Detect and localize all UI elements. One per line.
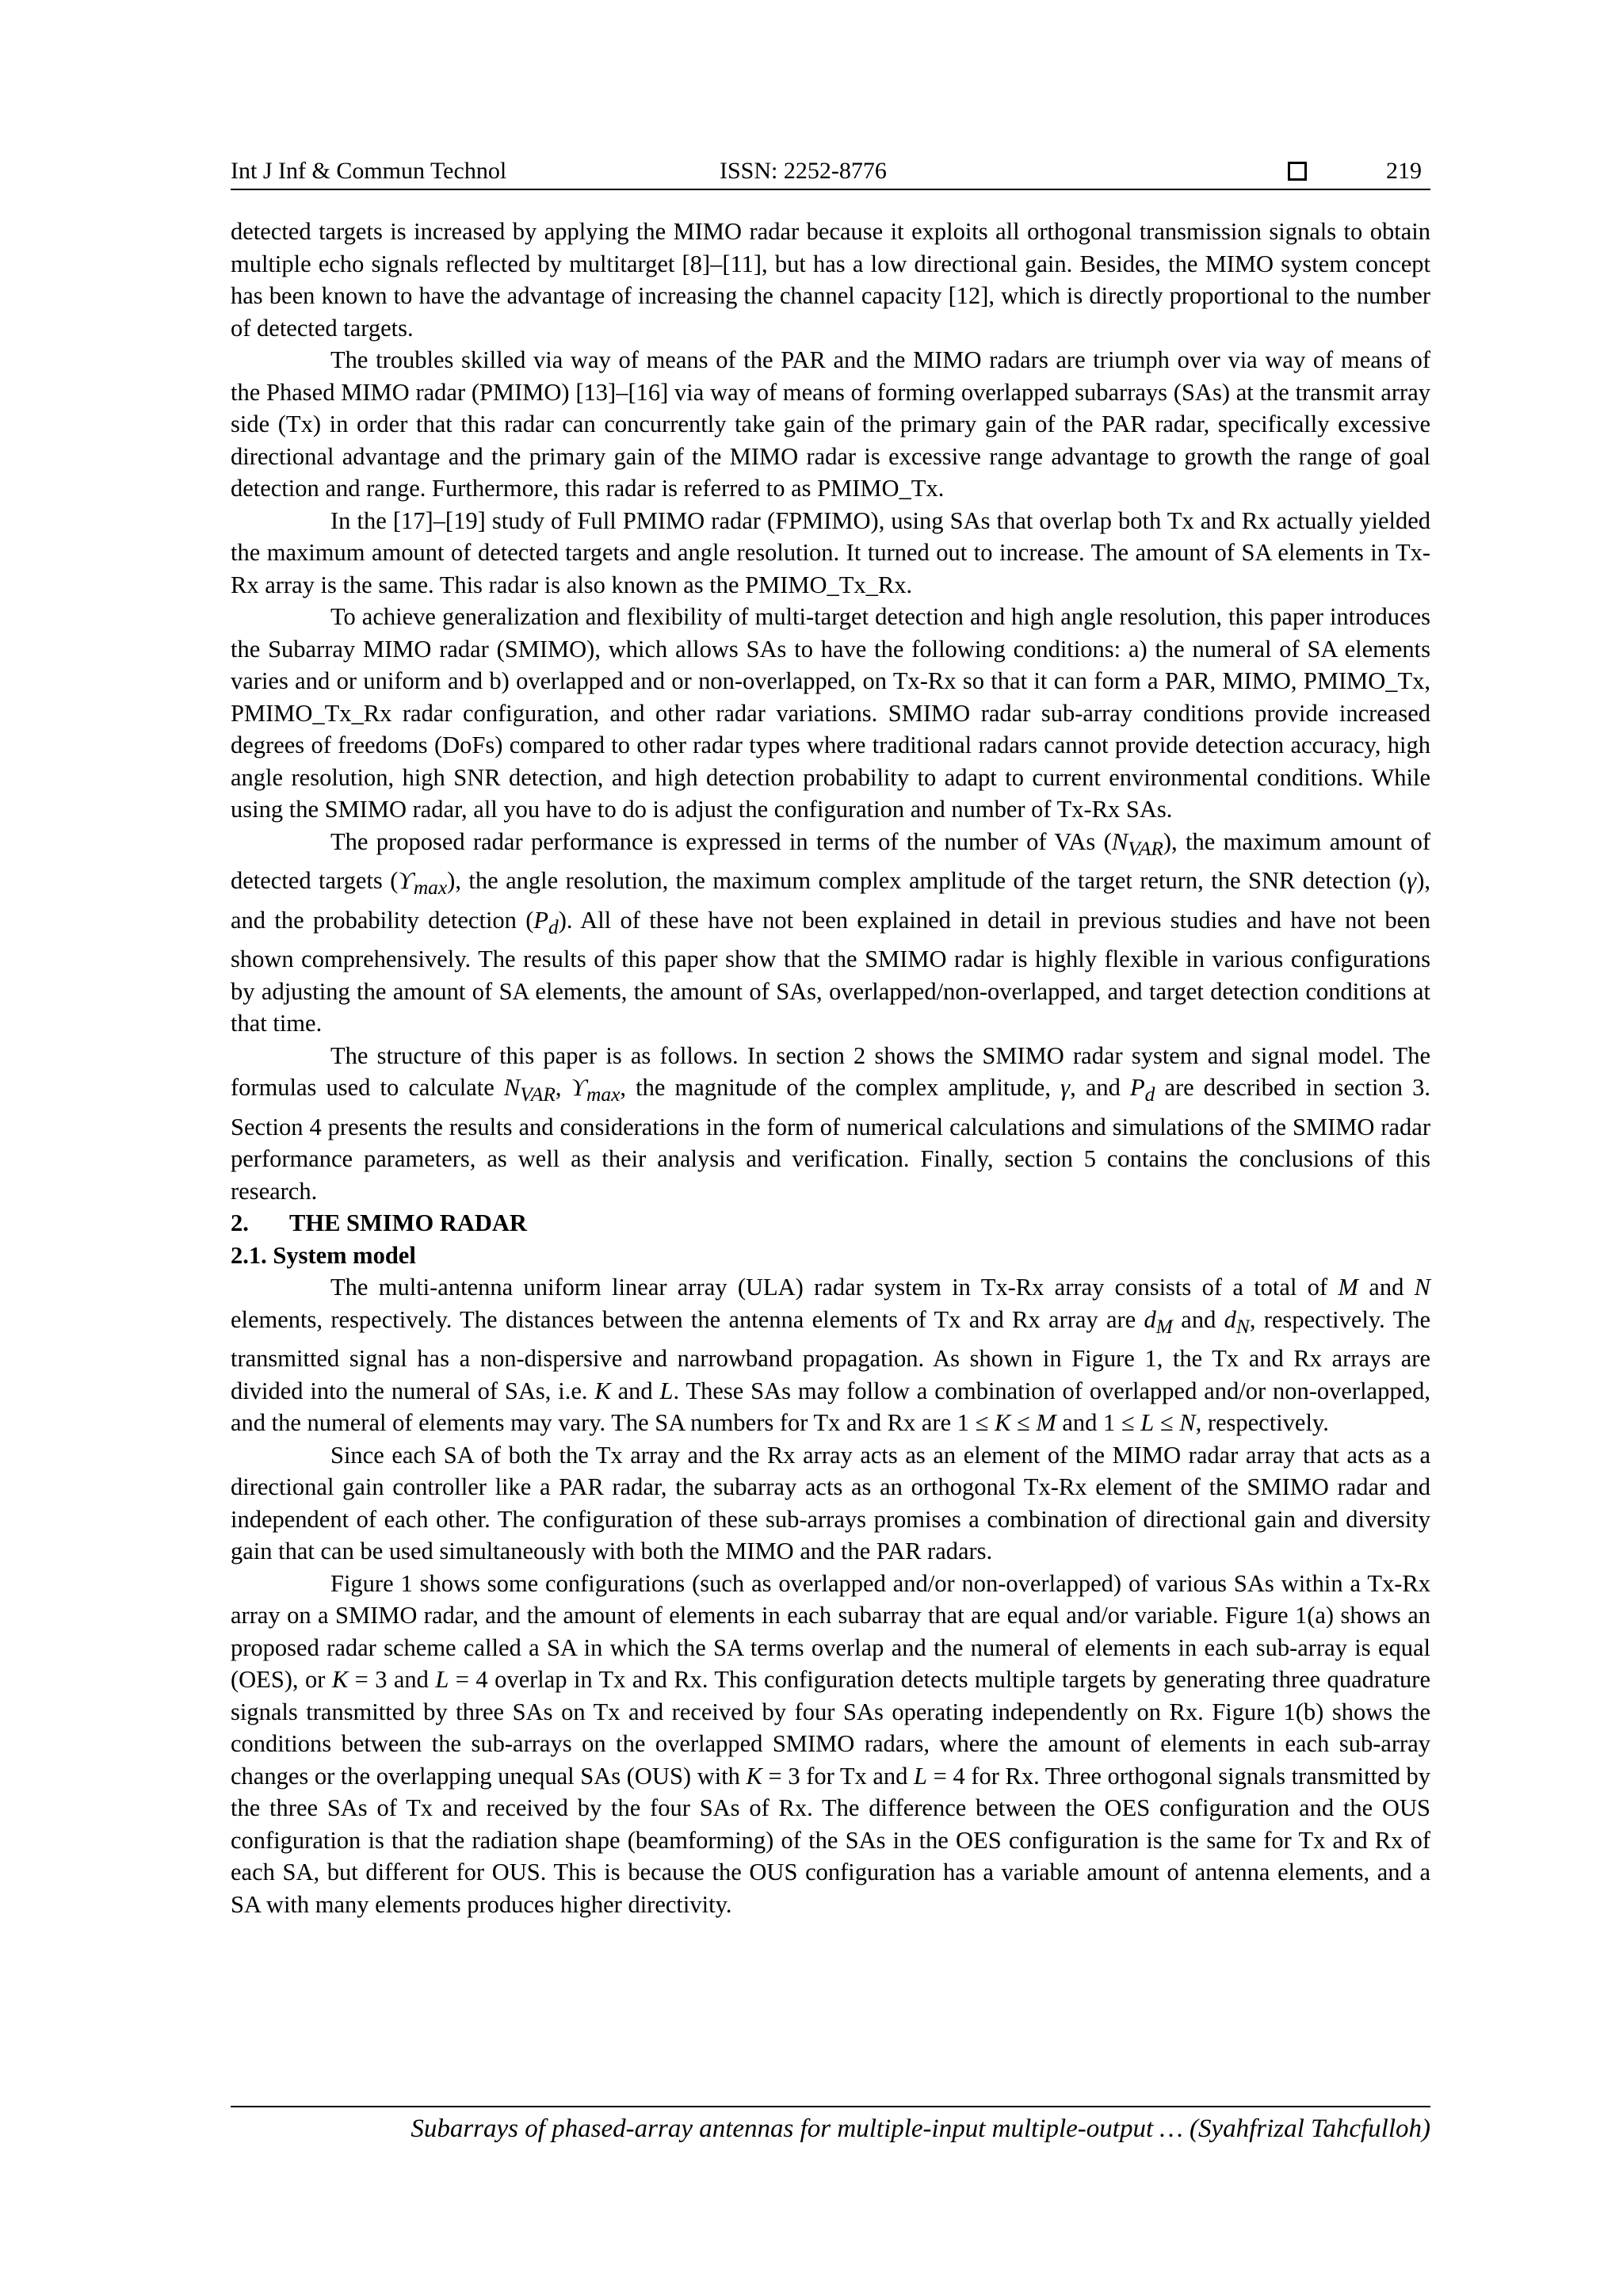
section-number: 2. [231, 1209, 249, 1237]
paragraph-3: In the [17]–[19] study of Full PMIMO radar (FPMIMO), using SAs that overlap both Tx and Rx actually yielded the maximum amount of detected targets and angle resolution. It turned out to increase. The amount of SA elements in Tx-Rx array is the same. This radar is also known as the PMIMO_Tx_Rx. [231, 506, 1430, 598]
paragraph-6: The structure of this paper is as follows. In section 2 shows the SMIMO radar system and signal model. The formulas used to calculate $N_{VAR}$, $ϒ_{max}$, the magnitude of the complex amplitude, γ, and $P_d$ are described in section 3. Section 4 presents the results and considerations in the form of numerical calculations and simulations of the SMIMO radar performance parameters, as well as their analysis and verification. Finally, section 5 contains the conclusions of this research. [231, 1041, 1430, 1205]
system-model-paragraph-1: The multi-antenna uniform linear array (ULA) radar system in Tx-Rx array consists of a total of M and N elements, respectively. The distances between the antenna elements of Tx and Rx array are $d_M$ and $d_N$, respectively. The transmitted signal has a non-dispersive and narrowband propagation. As shown in Figure 1, the Tx and Rx arrays are divided into the numeral of SAs, i.e. K and L. These SAs may follow a combination of overlapped and/or non-overlapped, and the numeral of elements may vary. The SA numbers for Tx and Rx are 1 ≤ K ≤ M and 1 ≤ L ≤ N, respectively. [231, 1274, 1431, 1437]
system-model-paragraph-3: Figure 1 shows some configurations (such as overlapped and/or non-overlapped) of various SAs within a Tx-Rx array on a SMIMO radar, and the amount of elements in each subarray that are equal and/or variable. Figure 1(a) shows an proposed radar scheme called a SA in which the SA terms overlap and the numeral of elements in each sub-array is equal (OES), or K = 3 and L = 4 overlap in Tx and Rx. This configuration detects multiple targets by generating three quadrature signals transmitted by three SAs on Tx and received by four SAs operating independently on Rx. Figure 1(b) shows the conditions between the sub-arrays on the overlapped SMIMO radars, where the amount of elements in each sub-array changes or the overlapping unequal SAs (OUS) with K = 3 for Tx and L = 4 for Rx. Three orthogonal signals transmitted by the three SAs of Tx and received by the four SAs of Rx. The difference between the OES configuration and the OUS configuration is that the radiation shape (beamforming) of the SAs in the OES configuration is the same for Tx and Rx of each SA, but different for OUS. This is because the OUS configuration has a variable amount of antenna elements, and a SA with many elements produces higher directivity. [231, 1569, 1431, 1918]
checkbox-square-icon [1288, 162, 1307, 181]
header-rule [231, 189, 1430, 190]
page-number: 219 [1386, 158, 1422, 184]
subsection-heading: 2.1. System model [231, 1241, 416, 1269]
section-heading [231, 1207, 1430, 1240]
footer-rule [231, 2106, 1430, 2107]
section-title: THE SMIMO RADAR [289, 1209, 527, 1237]
body-text [231, 216, 1430, 1920]
running-header [231, 155, 1430, 190]
issn: ISSN: 2252-8776 [720, 158, 887, 184]
running-footer: Subarrays of phased-array antennas for multiple-input multiple-output … (Syahfrizal Tahcfulloh) [411, 2115, 1430, 2143]
system-model-paragraph-2: Since each SA of both the Tx array and the Rx array acts as an element of the MIMO radar array that acts as a directional gain controller like a PAR radar, the subarray acts as an orthogonal Tx-Rx element of the SMIMO radar and independent of each other. The configuration of these sub-arrays promises a combination of directional gain and diversity gain that can be used simultaneously with both the MIMO and the PAR radars. [231, 1441, 1430, 1565]
paragraph-1: detected targets is increased by applying the MIMO radar because it exploits all orthogonal transmission signals to obtain multiple echo signals reflected by multitarget [8]–[11], but has a low directional gain. Besides, the MIMO system concept has been known to have the advantage of increasing the channel capacity [12], which is directly proportional to the number of detected targets. [231, 218, 1430, 342]
journal-name: Int J Inf & Commun Technol [231, 158, 507, 184]
paragraph-4: To achieve generalization and flexibility of multi-target detection and high angle resolution, this paper introduces the Subarray MIMO radar (SMIMO), which allows SAs to have the following conditions: a) the numeral of SA elements varies and or uniform and b) overlapped and or non-overlapped, on Tx-Rx so that it can form a PAR, MIMO, PMIMO_Tx, PMIMO_Tx_Rx radar configuration, and other radar variations. SMIMO radar sub-array conditions provide increased degrees of freedoms (DoFs) compared to other radar types where traditional radars cannot provide detection accuracy, high angle resolution, high SNR detection, and high detection probability to adapt to current environmental conditions. While using the SMIMO radar, all you have to do is adjust the configuration and number of Tx-Rx SAs. [231, 603, 1430, 823]
paragraph-2: The troubles skilled via way of means of the PAR and the MIMO radars are triumph over via way of means of the Phased MIMO radar (PMIMO) [13]–[16] via way of means of forming overlapped subarrays (SAs) at the transmit array side (Tx) in order that this radar can concurrently take gain of the primary gain of the PAR radar, specifically excessive directional advantage and the primary gain of the MIMO radar is excessive range advantage to growth the range of goal detection and range. Furthermore, this radar is referred to as PMIMO_Tx. [231, 346, 1430, 502]
paragraph-5: The proposed radar performance is expressed in terms of the number of VAs $(N_{VAR})$, the maximum amount of detected targets $(ϒ_{max})$, the angle resolution, the maximum complex amplitude of the target return, the SNR detection (γ), and the probability detection $(P_d)$. All of these have not been explained in detail in previous studies and have not been shown comprehensively. The results of this paper show that the SMIMO radar is highly flexible in various configurations by adjusting the amount of SA elements, the amount of SAs, overlapped/non-overlapped, and target detection conditions at that time. [231, 827, 1430, 1037]
